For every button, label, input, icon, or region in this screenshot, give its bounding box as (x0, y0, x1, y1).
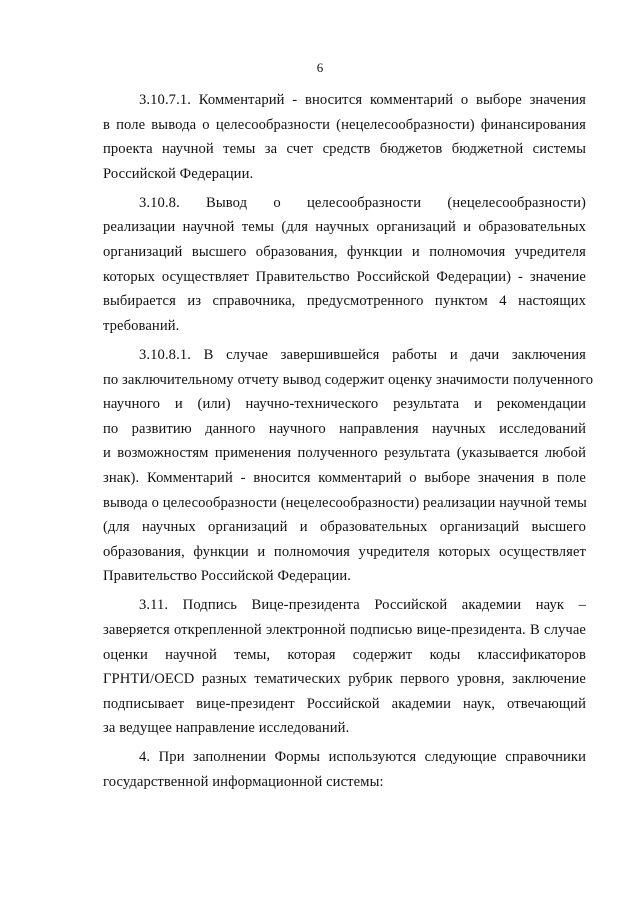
text-line: подписывает вице-президент Российской академии наук, отвечающий (103, 695, 586, 712)
text-line: реализации научной темы (для научных организаций и образовательных (103, 219, 586, 236)
text-line: 3.10.7.1. Комментарий - вносится комментарий о выборе значения (139, 92, 586, 108)
text-line: Правительство Российской Федерации. (103, 568, 352, 585)
text-line: оценки научной темы, которая содержит коды классификаторов (103, 646, 586, 663)
text-line: вывода о целесообразности (нецелесообразности) реализации научной темы (103, 494, 587, 511)
text-line: знак). Комментарий - вносится комментарий о выборе значения в поле (103, 469, 586, 486)
text-line: проекта научной темы за счет средств бюджетов бюджетной системы (103, 141, 586, 158)
text-line: которых осуществляет Правительство Российской Федерации) - значение (103, 268, 586, 285)
paragraph-3-10-8 (103, 191, 586, 339)
text-line: 4. При заполнении Формы используются следующие справочники (139, 749, 586, 766)
text-line: 3.10.8. Вывод о целесообразности (нецелесообразности) (139, 194, 586, 211)
text-line: по развитию данного научного направления научных исследований (103, 420, 586, 437)
text-line: в поле вывода о целесообразности (нецелесообразности) финансирования (103, 116, 586, 133)
text-line: ГРНТИ/OECD разных тематических рубрик первого уровня, заключение (103, 671, 586, 688)
text-line: организаций высшего образования, функции и полномочия учредителя (103, 244, 586, 261)
paragraph-3-11 (103, 593, 586, 741)
text-line: 3.11. Подпись Вице-президента Российской академии наук – (139, 597, 586, 614)
paragraph-3-10-7-1 (103, 88, 586, 186)
document-body (103, 88, 594, 795)
text-line: образования, функции и полномочия учредителя которых осуществляет (103, 543, 586, 560)
text-line: (для научных организаций и образовательных организаций высшего (103, 519, 586, 536)
text-line: требований. (103, 317, 180, 334)
paragraph-3-10-8-1 (103, 343, 594, 589)
text-line: заверяется открепленной электронной подписью вице-президента. В случае (103, 621, 586, 638)
page-number: 6 (316, 60, 324, 75)
text-line: Российской Федерации. (103, 165, 254, 182)
text-line: за ведущее направление исследований. (103, 720, 350, 737)
paragraph-4 (103, 745, 586, 794)
text-line: по заключительному отчету вывод содержит оценку значимости полученного (103, 371, 594, 388)
text-line: научного и (или) научно-технического результата и рекомендации (103, 396, 586, 413)
text-line: выбирается из справочника, предусмотренного пунктом 4 настоящих (103, 293, 586, 310)
text-line: государственной информационной системы: (103, 774, 384, 791)
text-line: и возможностям применения полученного результата (указывается любой (103, 445, 586, 462)
text-line: 3.10.8.1. В случае завершившейся работы и дачи заключения (139, 346, 586, 363)
